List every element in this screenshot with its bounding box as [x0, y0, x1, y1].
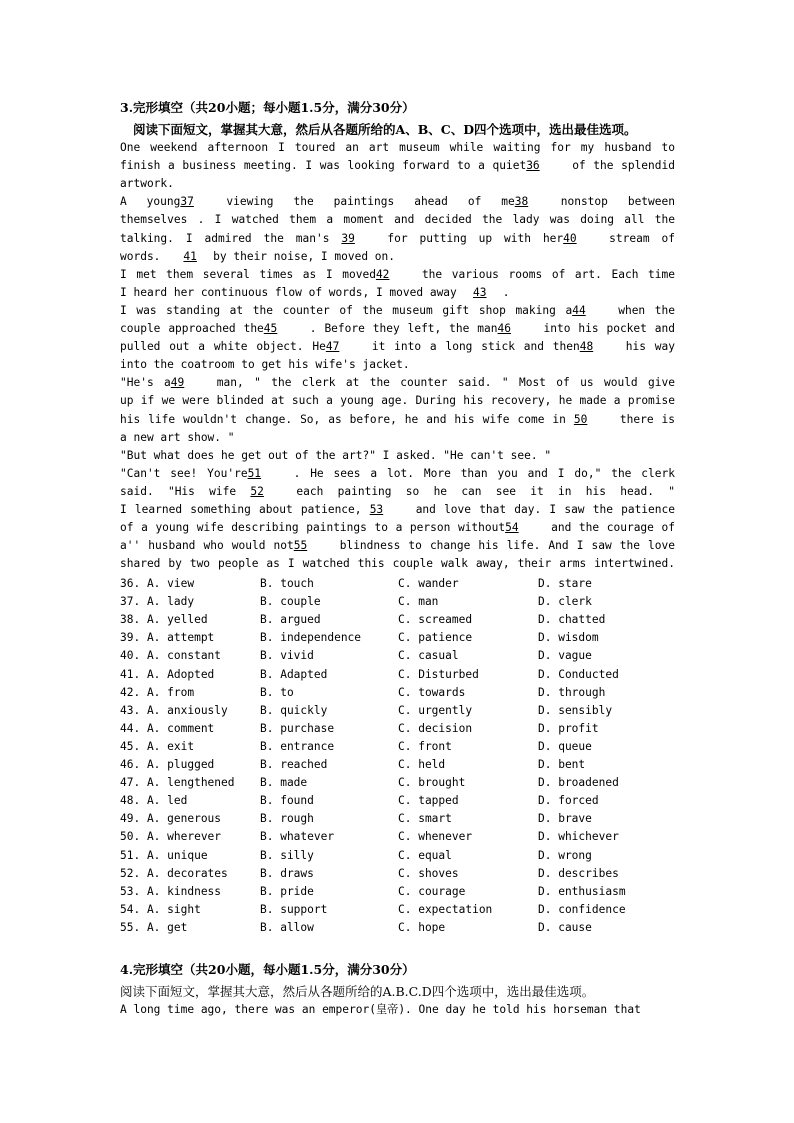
- passage-text: there is: [619, 412, 675, 426]
- passage-line: [120, 338, 675, 356]
- option-row: [120, 593, 720, 611]
- passage-text: themselves . I watched them a moment and decided the lady was doing all the: [120, 213, 675, 227]
- passage-text: I was standing at the counter of the museum gift shop making a: [120, 303, 573, 317]
- option-a: 43. A. anxiously: [120, 703, 228, 717]
- option-b: B. to: [260, 685, 294, 699]
- option-a: 37. A. lady: [120, 595, 195, 609]
- option-b: B. draws: [260, 866, 314, 880]
- blank-50: 50: [573, 412, 588, 426]
- option-d: D. broadened: [538, 776, 619, 790]
- passage-line: [120, 356, 675, 374]
- option-d: D. cause: [538, 920, 592, 934]
- option-a: 47. A. lengthened: [120, 776, 235, 790]
- passage-line: [120, 266, 675, 284]
- option-a: 50. A. wherever: [120, 830, 222, 844]
- passage-line: [120, 284, 675, 302]
- option-c: C. held: [398, 758, 446, 771]
- option-c: C. equal: [398, 848, 452, 862]
- passage-text: into his pocket and: [543, 322, 676, 335]
- option-b: B. allow: [260, 920, 314, 934]
- option-c: C. decision: [398, 721, 473, 735]
- passage-text: A young: [120, 195, 181, 209]
- option-c: C. hope: [398, 920, 446, 934]
- passage-text: "He's a: [120, 376, 171, 390]
- option-b: B. rough: [260, 812, 314, 826]
- passage-text: .: [502, 285, 510, 299]
- option-a: 46. A. plugged: [120, 758, 215, 771]
- option-a: 38. A. yelled: [120, 613, 208, 627]
- option-c: C. tapped: [398, 794, 459, 808]
- option-b: B. argued: [260, 613, 321, 627]
- passage-text: into the coatroom to get his wife's jacket.: [120, 358, 410, 372]
- option-a: 45. A. exit: [120, 739, 195, 753]
- blank-37: 37: [180, 195, 194, 209]
- option-d: D. chatted: [538, 613, 606, 627]
- option-a: 39. A. attempt: [120, 631, 215, 645]
- option-d: D. wrong: [538, 848, 592, 862]
- option-b: B. whatever: [260, 830, 335, 844]
- option-a: 52. A. decorates: [120, 866, 228, 880]
- passage-text: it into a long stick and then: [371, 340, 580, 354]
- option-d: D. enthusiasm: [538, 884, 626, 898]
- option-d: D. stare: [538, 577, 592, 590]
- option-row: [120, 883, 720, 901]
- option-d: D. through: [538, 685, 606, 699]
- option-c: C. screamed: [398, 613, 473, 627]
- option-d: D. clerk: [538, 595, 592, 609]
- option-b: B. entrance: [260, 739, 335, 753]
- option-c: C. patience: [398, 631, 473, 645]
- passage-text: pulled out a white object. He: [120, 340, 326, 354]
- option-c: C. front: [398, 739, 452, 753]
- section-3-instruction: 阅读下面短文，掌握其大意，然后从各题所给的A、B、C、D四个选项中，选出最佳选项。: [133, 122, 637, 137]
- passage-text: for putting up with her: [387, 231, 564, 245]
- option-b: B. touch: [260, 577, 314, 590]
- passage-text: up if we were blinded at such a young age. During his recovery, he made a promise: [120, 394, 675, 408]
- passage-line: [120, 537, 675, 555]
- passage-text: of a young wife describing paintings to a person without: [120, 521, 506, 535]
- passage-text: "Can't see! You're: [120, 466, 248, 480]
- passage-text: One weekend afternoon I toured an art museum while waiting for my husband to: [120, 141, 675, 154]
- passage-line: [120, 429, 675, 447]
- blank-51: 51: [247, 466, 262, 480]
- blank-36: 36: [526, 159, 540, 173]
- passage-text: I met them several times as I moved: [120, 267, 376, 281]
- passage-text: couple approached the: [120, 322, 264, 335]
- option-b: B. vivid: [260, 649, 314, 663]
- option-d: D. sensibly: [538, 703, 613, 717]
- passage-text: when the: [618, 303, 675, 317]
- passage-text: . Before they left, the man: [309, 322, 498, 335]
- option-d: D. bent: [538, 758, 586, 771]
- option-c: C. man: [398, 595, 439, 609]
- option-b: B. purchase: [260, 721, 335, 735]
- passage-line: [120, 157, 675, 175]
- option-row: [120, 684, 720, 702]
- option-c: C. courage: [398, 884, 466, 898]
- option-row: [120, 901, 720, 919]
- blank-55: 55: [293, 539, 308, 553]
- passage-text: a'' husband who would not: [120, 539, 294, 553]
- option-a: 44. A. comment: [120, 721, 215, 735]
- option-row: [120, 629, 720, 647]
- option-a: 55. A. get: [120, 920, 188, 934]
- blank-48: 48: [579, 340, 594, 354]
- option-d: D. wisdom: [538, 631, 599, 645]
- option-c: C. brought: [398, 776, 466, 790]
- option-row: [120, 919, 720, 937]
- option-d: D. queue: [538, 739, 592, 753]
- option-d: D. describes: [538, 866, 619, 880]
- blank-49: 49: [170, 376, 185, 390]
- passage-text: a new art show. ": [120, 430, 235, 444]
- option-row: [120, 647, 720, 665]
- option-b: B. silly: [260, 848, 314, 862]
- section-4-first-line: A long time ago, there was an emperor(皇帝). One day he told his horseman that: [120, 1003, 641, 1016]
- option-b: B. pride: [260, 884, 314, 898]
- passage-text: . He sees a lot. More than you and I do," the clerk: [293, 466, 675, 480]
- passage-text: said. "His wife: [120, 484, 251, 498]
- passage-line: [120, 411, 675, 429]
- passage-text: nonstop between: [560, 195, 675, 209]
- passage-text: words.: [120, 249, 168, 263]
- passage-line: [120, 302, 675, 320]
- passage-text: blindness to change his life. And I saw the love: [339, 539, 675, 553]
- option-a: 36. A. view: [120, 577, 195, 590]
- passage-text: and the courage of: [551, 521, 675, 535]
- blank-43: 43: [473, 285, 487, 299]
- option-a: 49. A. generous: [120, 812, 222, 826]
- section-4-heading: 4.完形填空（共20小题，每小题1.5分，满分30分）: [120, 962, 415, 977]
- option-d: D. whichever: [538, 830, 619, 844]
- passage-text: by their noise, I moved on.: [213, 249, 396, 263]
- passage-text: viewing the paintings ahead of me: [226, 195, 515, 209]
- passage-line: [120, 175, 675, 193]
- option-row: [120, 756, 720, 774]
- option-d: D. brave: [538, 812, 592, 826]
- passage-line: [120, 320, 675, 338]
- option-row: [120, 847, 720, 865]
- passage-line: [120, 555, 675, 573]
- option-c: C. shoves: [398, 866, 459, 880]
- option-d: D. confidence: [538, 902, 626, 916]
- option-row: [120, 702, 720, 720]
- option-b: B. couple: [260, 595, 321, 609]
- option-c: C. Disturbed: [398, 667, 479, 681]
- option-b: B. reached: [260, 758, 328, 771]
- passage-text: artwork.: [120, 177, 174, 191]
- option-c: C. urgently: [398, 703, 473, 717]
- passage-text: I heard her continuous flow of words, I moved away: [120, 285, 457, 299]
- option-a: 41. A. Adopted: [120, 667, 215, 681]
- blank-54: 54: [505, 521, 519, 535]
- option-d: D. Conducted: [538, 667, 619, 681]
- option-row: [120, 865, 720, 883]
- option-a: 40. A. constant: [120, 649, 222, 663]
- passage-line: [120, 374, 675, 392]
- section-3-heading: 3.完形填空（共20小题；每小题1.5分，满分30分）: [120, 100, 415, 115]
- passage-text: his way: [625, 340, 675, 354]
- passage-text: the various rooms of art. Each time: [421, 267, 675, 281]
- option-a: 53. A. kindness: [120, 884, 222, 898]
- option-b: B. support: [260, 902, 328, 916]
- blank-52: 52: [250, 484, 264, 498]
- passage-line: [120, 519, 675, 537]
- passage-line: [120, 248, 675, 266]
- option-b: B. Adapted: [260, 667, 328, 681]
- passage-line: [120, 465, 675, 483]
- option-row: [120, 611, 720, 629]
- passage-text: stream of: [609, 231, 675, 245]
- option-d: D. profit: [538, 721, 599, 735]
- passage-text: his life wouldn't change. So, as before, he and his wife come in: [120, 412, 574, 426]
- passage-text: "But what does he get out of the art?" I asked. "He can't see. ": [120, 448, 552, 462]
- option-c: C. wander: [398, 577, 459, 590]
- option-row: [120, 666, 720, 684]
- blank-44: 44: [572, 303, 586, 317]
- option-row: [120, 738, 720, 756]
- option-row: [120, 792, 720, 810]
- section-4-instruction: 阅读下面短文，掌握其大意，然后从各题所给的A.B.C.D四个选项中，选出最佳选项。: [120, 984, 595, 999]
- option-a: 51. A. unique: [120, 848, 208, 862]
- passage-text: finish a business meeting. I was looking forward to a quiet: [120, 159, 527, 173]
- option-c: C. expectation: [398, 902, 493, 916]
- passage-text: shared by two people as I watched this couple walk away, their arms intertwined.: [120, 557, 675, 571]
- option-row: [120, 774, 720, 792]
- blank-45: 45: [263, 322, 278, 335]
- option-b: B. found: [260, 794, 314, 808]
- option-b: B. quickly: [260, 703, 328, 717]
- passage-text: man, " the clerk at the counter said. " Most of us would give: [216, 376, 675, 390]
- option-c: C. towards: [398, 685, 466, 699]
- passage-line: [120, 211, 675, 229]
- option-row: [120, 720, 720, 738]
- option-c: C. smart: [398, 812, 452, 826]
- option-d: D. forced: [538, 794, 599, 808]
- passage-line: [120, 447, 675, 465]
- passage-line: [120, 139, 675, 157]
- blank-42: 42: [375, 267, 390, 281]
- passage-text: and love that day. I saw the patience: [415, 503, 675, 516]
- passage-line: [120, 392, 675, 410]
- passage-text: each painting so he can see it in his head. ": [296, 484, 675, 498]
- passage-line: [120, 501, 675, 519]
- option-row: [120, 575, 720, 593]
- option-a: 48. A. led: [120, 794, 188, 808]
- passage-line: [120, 193, 675, 211]
- blank-40: 40: [563, 231, 577, 245]
- passage-line: [120, 230, 675, 248]
- blank-47: 47: [325, 340, 340, 354]
- option-b: B. made: [260, 776, 308, 790]
- blank-38: 38: [514, 195, 529, 209]
- option-row: [120, 810, 720, 828]
- option-a: 42. A. from: [120, 685, 195, 699]
- blank-46: 46: [497, 322, 511, 335]
- option-d: D. vague: [538, 649, 592, 663]
- option-b: B. independence: [260, 631, 362, 645]
- passage-text: of the splendid: [572, 159, 675, 173]
- blank-53: 53: [369, 503, 384, 516]
- passage-text: talking. I admired the man's: [120, 231, 342, 245]
- option-c: C. whenever: [398, 830, 473, 844]
- option-c: C. casual: [398, 649, 459, 663]
- blank-41: 41: [183, 249, 197, 263]
- option-row: [120, 828, 720, 846]
- passage-line: [120, 483, 675, 501]
- option-a: 54. A. sight: [120, 902, 201, 916]
- blank-39: 39: [341, 231, 355, 245]
- passage-text: I learned something about patience,: [120, 503, 370, 516]
